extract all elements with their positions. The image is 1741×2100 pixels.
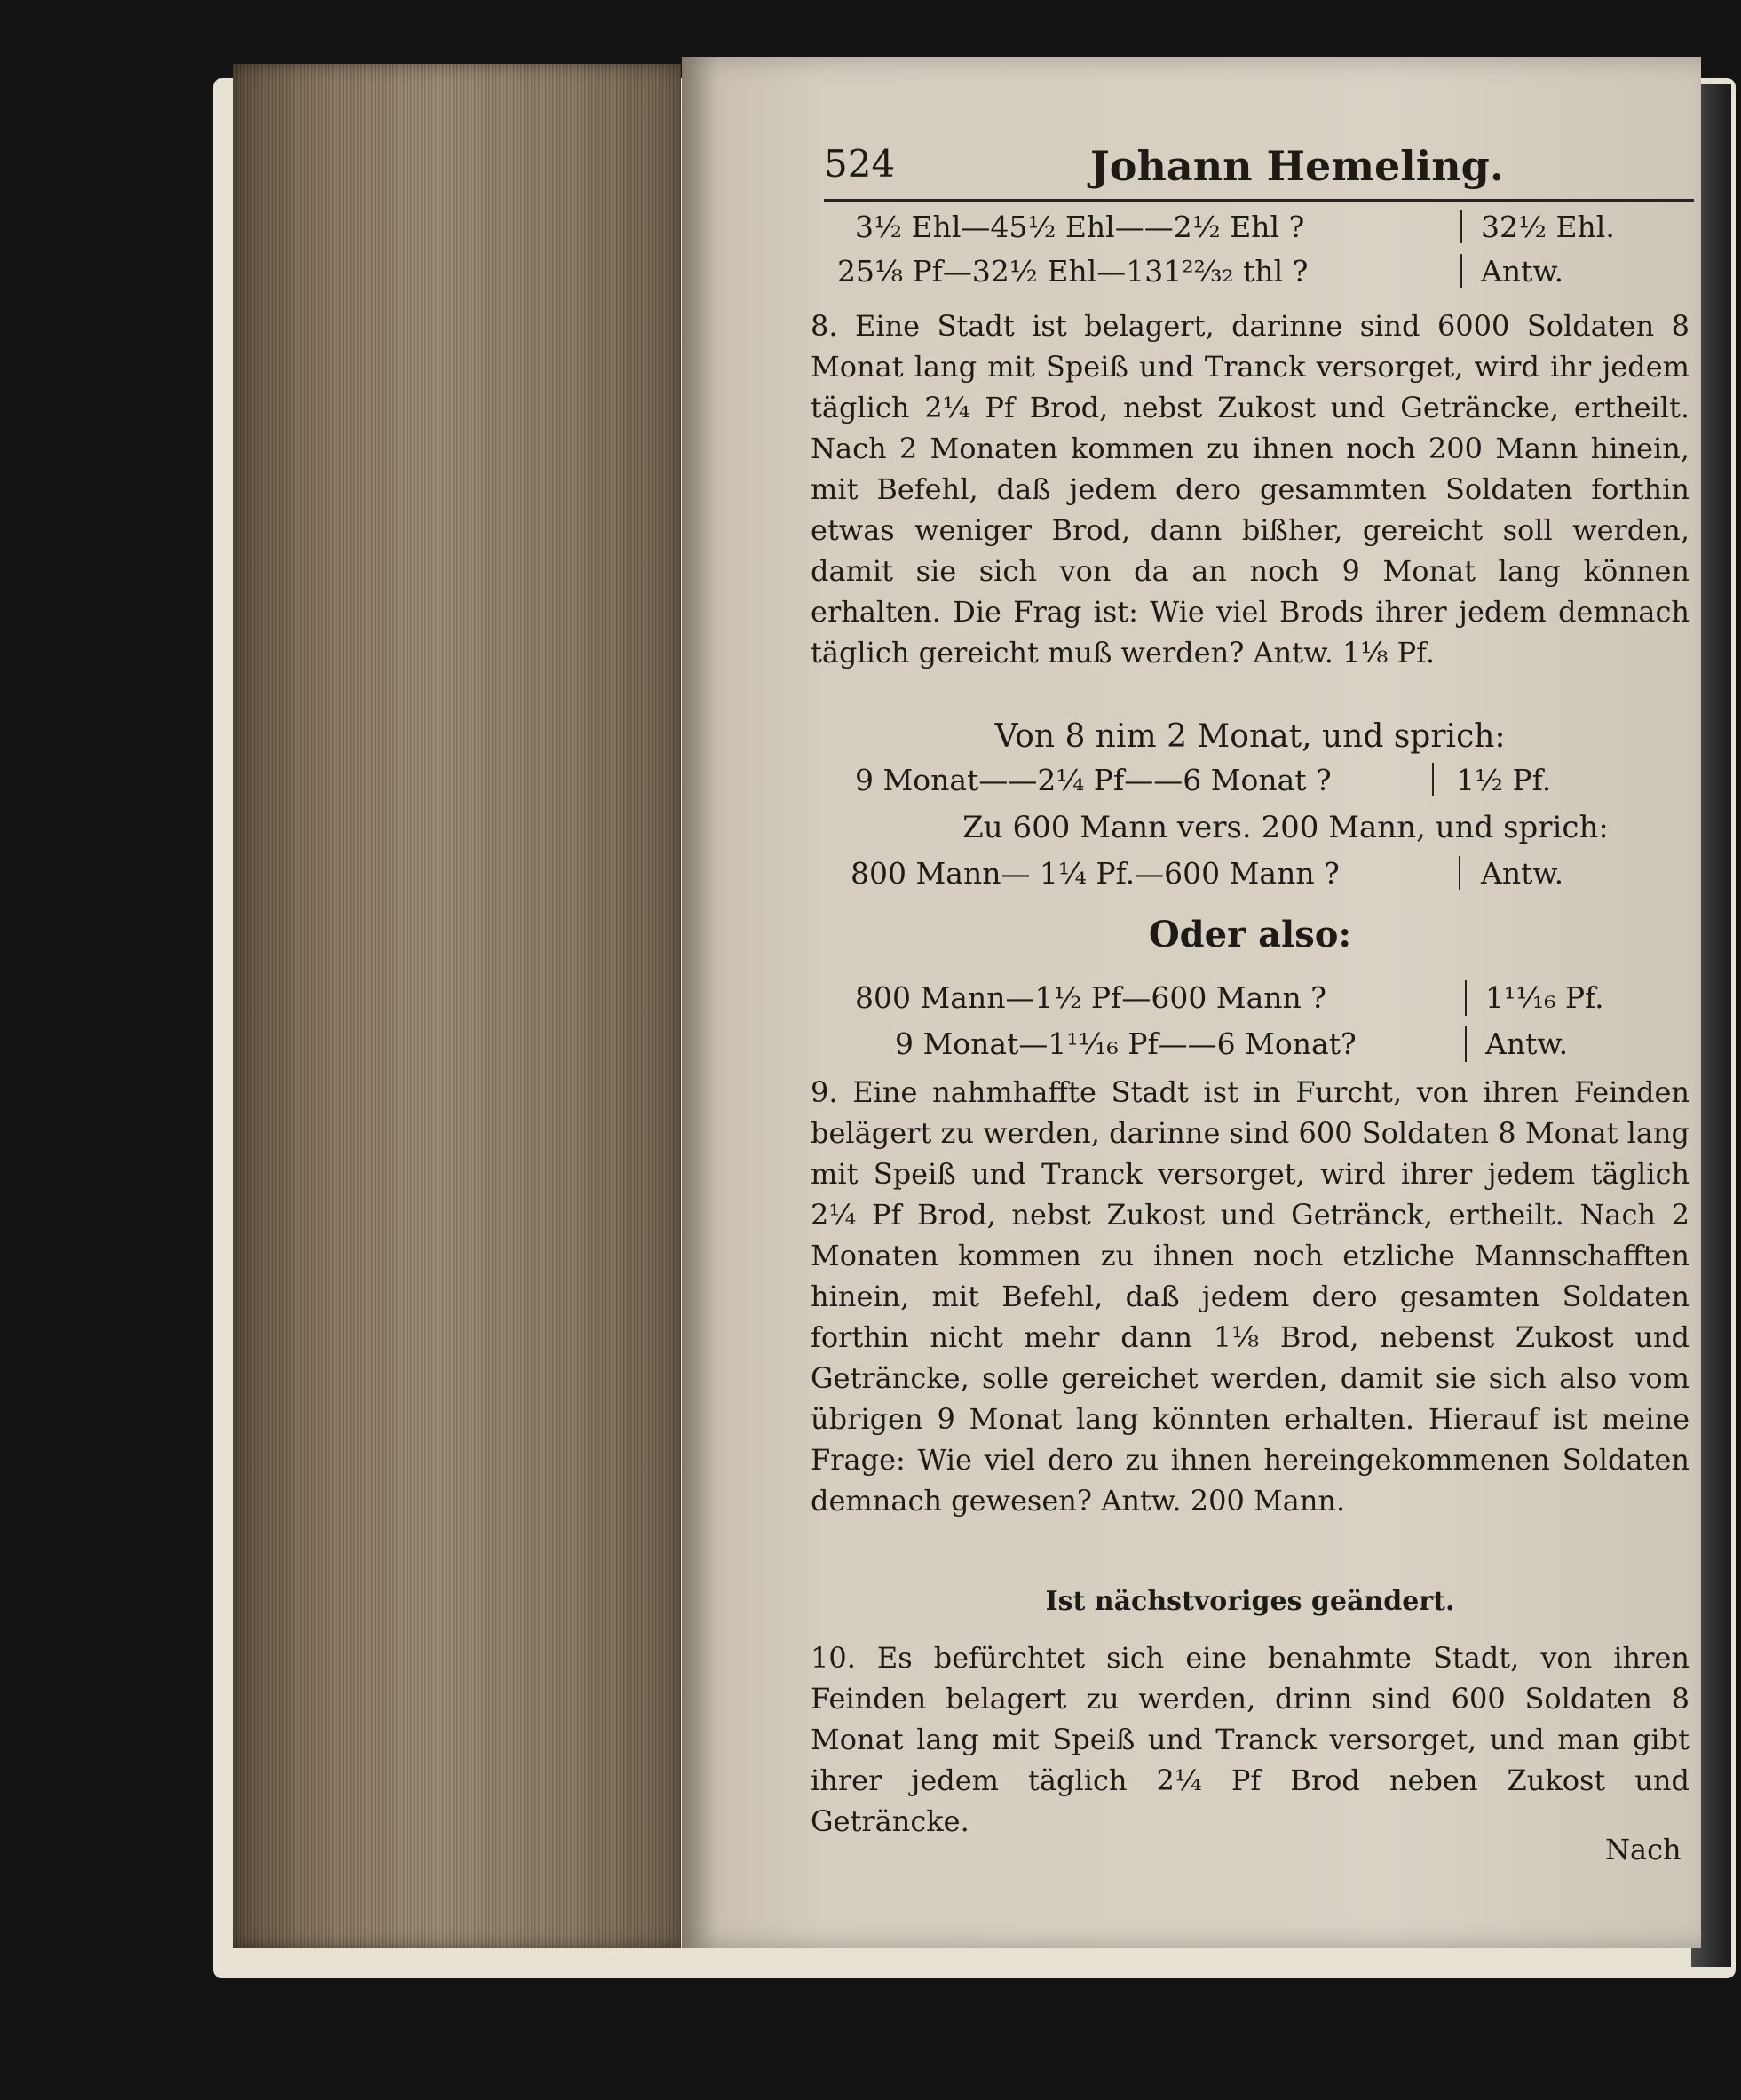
book-page [682, 57, 1701, 1948]
alt-row2-right: Antw. [1485, 1026, 1569, 1061]
section-subheading: Ist nächstvoriges geändert. [1045, 1586, 1455, 1617]
table1-row2-left: 25⅛ Pf—32½ Ehl—131²²⁄₃₂ thl ? [837, 254, 1309, 289]
alt-row2-left: 9 Monat—1¹¹⁄₁₆ Pf——6 Monat? [895, 1026, 1357, 1061]
alt-separator [1465, 1026, 1467, 1062]
problem-10-text: 10. Es befürchtet sich eine benahmte Stadt, von ihren Feinden belagert zu werden, drinn sind 600 Soldaten 8 Monat lang mit Speiß und Tranck versorget, und man gibt ihrer jedem täglich 2¼ Pf Brod neben Zukost und Geträncke. [811, 1641, 1690, 1838]
alt-row1-left: 800 Mann—1½ Pf—600 Mann ? [855, 980, 1326, 1015]
catchword: Nach [1605, 1833, 1682, 1866]
problem-8-text: 8. Eine Stadt ist belagert, darinne sind 6000 Soldaten 8 Monat lang mit Speiß und Tranck versorget, wird ihr jedem täglich 2¼ Pf Brod, nebst Zukost und Geträncke, ertheilt. Nach 2 Monaten kommen zu ihnen noch 200 Mann hinein, mit Befehl, daß jedem dero gesammten Soldaten forthin etwas weniger Brod, dann bißher, gereicht soll werden, damit sie sich von da an noch 9 Monat lang können erhalten. Die Frag ist: Wie viel Brods ihrer jedem demnach täglich gereicht muß werden? Antw. 1⅛ Pf. [811, 309, 1690, 670]
alt-separator [1465, 980, 1467, 1016]
alt-row1-right: 1¹¹⁄₁₆ Pf. [1485, 980, 1604, 1015]
table1-row2-right: Antw. [1481, 254, 1564, 289]
solution-step2-right: Antw. [1481, 856, 1564, 891]
solution-step1-left: 9 Monat——2¼ Pf——6 Monat ? [855, 763, 1332, 797]
solution-step1-heading: Von 8 nim 2 Monat, und sprich: [994, 718, 1506, 755]
running-head: Johann Hemeling. [1090, 142, 1504, 190]
solution-step2-left: 800 Mann— 1¼ Pf.—600 Mann ? [851, 856, 1340, 891]
table1-row1-right: 32½ Ehl. [1481, 210, 1615, 244]
header-rule [824, 199, 1694, 202]
solution-separator [1432, 763, 1434, 796]
alternative-heading: Oder also: [1148, 914, 1352, 955]
table1-separator [1460, 210, 1462, 243]
solution-separator [1459, 856, 1460, 890]
solution-step1-right: 1½ Pf. [1456, 763, 1552, 797]
table1-separator [1460, 254, 1462, 288]
solution-step2-heading: Zu 600 Mann vers. 200 Mann, und sprich: [962, 810, 1609, 845]
page-edges [233, 64, 681, 1948]
problem-9-text: 9. Eine nahmhaffte Stadt ist in Furcht, von ihren Feinden belägert zu werden, darinne sind 600 Soldaten 8 Monat lang mit Speiß und Tranck versorget, wird ihrer jedem täglich 2¼ Pf Brod, nebst Zukost und Getränck, ertheilt. Nach 2 Monaten kommen zu ihnen noch etzliche Mannschafften hinein, mit Befehl, daß jedem dero gesamten Soldaten forthin nicht mehr dann 1⅛ Brod, nebenst Zukost und Geträncke, solle gereichet werden, damit sie sich also vom übrigen 9 Monat lang könnten erhalten. Hierauf ist meine Frage: Wie viel dero zu ihnen hereingekommenen Soldaten demnach gewesen? Antw. 200 Mann. [811, 1075, 1690, 1518]
page-number: 524 [824, 142, 896, 186]
table1-row1-left: 3½ Ehl—45½ Ehl——2½ Ehl ? [855, 210, 1305, 244]
